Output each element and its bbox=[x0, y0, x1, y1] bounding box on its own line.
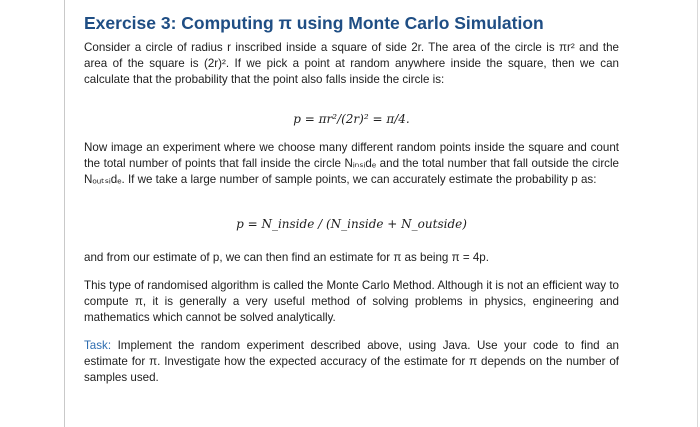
task-label: Task: bbox=[84, 339, 112, 352]
estimate-equation: p = N_inside / (N_inside + N_outside) bbox=[236, 217, 467, 231]
experiment-paragraph: Now image an experiment where we choose many different random points inside the square and count the total number of points that fall inside the circle Nᵢₙₛᵢdₑ and the total number that fall outside the circle Nₒᵤₜₛᵢdₑ. If we take a large number of sample points, we can accurately estimate the probability p as: bbox=[84, 141, 619, 186]
task-paragraph bbox=[84, 338, 619, 386]
task-text: Implement the random experiment described above, using Java. Use your code to find an estimate for π. Investigate how the expected accuracy of the estimate for π depends on the number of samples used. bbox=[84, 339, 619, 384]
probability-equation: p = πr²/(2r)² = π/4. bbox=[293, 112, 410, 126]
monte-carlo-paragraph: This type of randomised algorithm is called the Monte Carlo Method. Although it is not an efficient way to compute π, it is generally a very useful method of solving problems in physics, engineering and mathematics which cannot be solved analytically. bbox=[84, 279, 619, 324]
pi-estimate-paragraph: and from our estimate of p, we can then find an estimate for π as being π = 4p. bbox=[84, 251, 489, 264]
intro-paragraph: Consider a circle of radius r inscribed inside a square of side 2r. The area of the circle is πr² and the area of the square is (2r)². If we pick a point at random anywhere inside the square, then we can calculate that the probability that the point also falls inside the circle is: bbox=[84, 41, 619, 86]
exercise-title: Exercise 3: Computing π using Monte Carlo Simulation bbox=[84, 13, 544, 33]
exercise-content bbox=[84, 12, 619, 384]
